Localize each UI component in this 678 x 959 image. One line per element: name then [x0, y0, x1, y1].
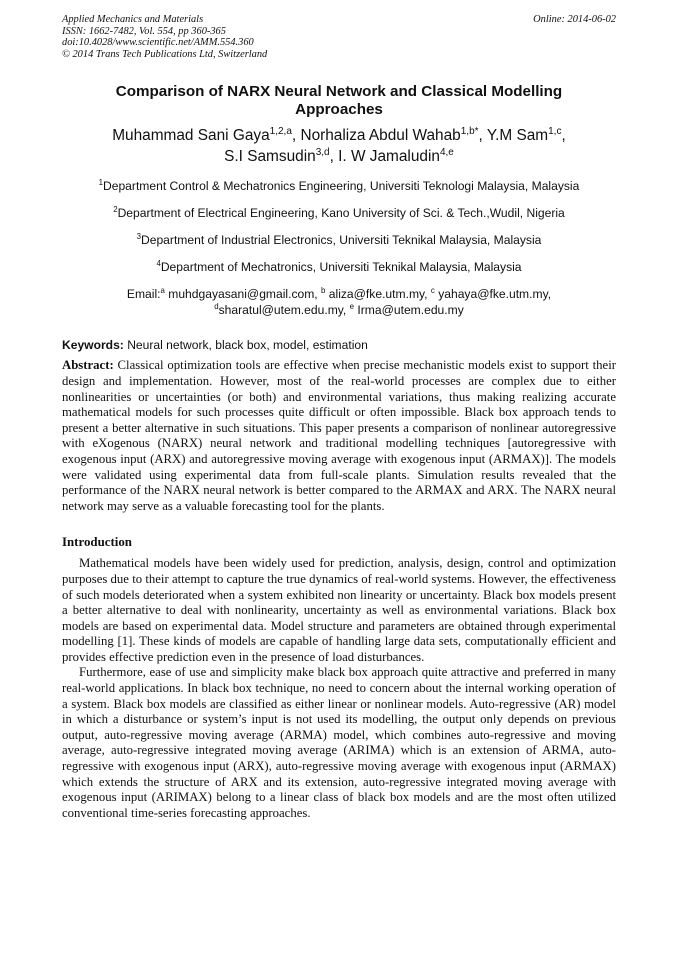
- abstract-text: Classical optimization tools are effective when precise mechanistic models exist to support their design and implementation. However, most of the real-world processes are complex due to either nonlinearities or uncertainties (or both) and environmental variations, thus making realizing accurate mathematical models for such processes quite difficult or often impossible. Black box approach tends to present a better alternative in such situations. This paper presents a comparison of nonlinear autoregressive with eXogenous (NARX) neural network and traditional modelling techniques [autoregressive with exogenous input (ARX) and autoregressive moving average with exogenous input (ARMAX)]. The models were validated using experimental data from full-scale plants. Simulation results revealed that the performance of the NARX neural network is better compared to the ARMAX and ARX. The NARX neural network may serve as a valuable forecasting tool for the plants.: [62, 358, 616, 513]
- author-list: [62, 125, 616, 167]
- journal-header: [62, 14, 616, 60]
- paper-title: Comparison of NARX Neural Network and Classical Modelling Approaches: [115, 83, 563, 119]
- author-name: Norhaliza Abdul Wahab: [300, 127, 461, 145]
- author-name: Y.M Sam: [486, 127, 549, 145]
- abstract-paragraph: [62, 358, 616, 514]
- author-sep: ,: [478, 127, 487, 145]
- introduction-body: [62, 556, 616, 821]
- keywords-line: [62, 338, 616, 352]
- author-sep: ,: [329, 148, 339, 166]
- email-line-2: [62, 302, 616, 318]
- email-sup: e: [349, 302, 355, 312]
- author-sup: 1,b*: [460, 126, 479, 138]
- intro-paragraph-1: Mathematical models have been widely used for prediction, analysis, design, control and optimization purposes due to their attempt to capture the true dynamics of real-world systems. However, the effectiveness of such models deteriorated when a system exhibited non linearity or uncertainty. Black box models present a better alternative to deal with nonlinearity, uncertainty as well as environmental variations. Black box models are based on experimental data. Model structure and parameters are obtained through experimental modelling [1]. These kinds of models are capable of handling large data sets, computationally efficient and provides effective prediction even in the presence of load disturbances.: [62, 556, 616, 664]
- author-line-1: [62, 125, 616, 146]
- email-address[interactable]: muhdgayasani@gmail.com,: [164, 287, 318, 302]
- issn-line: ISSN: 1662-7482, Vol. 554, pp 360-365: [62, 25, 226, 37]
- author-sup: 4,e: [439, 147, 454, 159]
- email-block: [62, 286, 616, 318]
- author-sup: 1,2,a: [269, 126, 292, 138]
- affiliation-2: [62, 206, 616, 220]
- email-line-1: [62, 286, 616, 302]
- email-sup: d: [214, 302, 219, 312]
- email-address[interactable]: aliza@fke.utm.my,: [325, 287, 428, 302]
- email-sup: b: [321, 286, 326, 296]
- email-address[interactable]: Irma@utem.edu.my: [354, 303, 464, 318]
- author-sup: 1,c: [548, 126, 562, 138]
- email-sup: a: [160, 286, 165, 296]
- author-name: I. W Jamaludin: [338, 148, 440, 166]
- online-date: Online: 2014-06-02: [533, 14, 616, 25]
- affiliation-text: Department Control & Mechatronics Engineering, Universiti Teknologi Malaysia, Malaysia: [103, 179, 580, 194]
- affiliation-text: Department of Electrical Engineering, Kano University of Sci. & Tech.,Wudil, Nigeria: [117, 206, 565, 221]
- introduction-heading: Introduction: [62, 535, 132, 550]
- affiliation-4: [62, 260, 616, 274]
- affiliation-text: Department of Industrial Electronics, Universiti Teknikal Malaysia, Malaysia: [141, 233, 542, 248]
- doi-line: doi:10.4028/www.scientific.net/AMM.554.360: [62, 37, 254, 49]
- affiliation-3: [62, 233, 616, 247]
- keywords-text: Neural network, black box, model, estimation: [123, 338, 368, 353]
- author-line-2: [62, 146, 616, 167]
- author-sup: 3,d: [315, 147, 330, 159]
- affiliation-sup: 4: [156, 259, 161, 269]
- affiliation-sup: 2: [113, 205, 118, 215]
- author-sep: ,: [561, 127, 566, 145]
- affiliation-sup: 1: [98, 178, 103, 188]
- intro-paragraph-2: Furthermore, ease of use and simplicity make black box approach quite attractive and preferred in many real-world applications. In black box technique, no need to concern about the internal working operation of a system. Black box models are classified as either linear or nonlinear models. Auto-regressive (AR) model in which a disturbance or system’s input is not used its modelling, the output only depends on previous output, auto-regressive moving average (ARMA) model, which combines auto-regressive and moving average, auto-regressive integrated moving average (ARIMA) which is an extension of ARMA, auto-regressive with exogenous input (ARX), auto-regressive moving average with exogenous input (ARMAX) which extends the structure of ARX and its extension, auto-regressive integrated moving average with exogenous input (ARIMAX) belong to a linear class of black box models and are the most often utilized conventional time-series forecasting approaches.: [62, 665, 616, 820]
- abstract-label: Abstract:: [62, 358, 114, 373]
- affiliation-1: [62, 179, 616, 193]
- email-address[interactable]: yahaya@fke.utm.my,: [434, 287, 552, 302]
- keywords-label: Keywords:: [62, 338, 124, 353]
- email-label: Email:: [126, 287, 161, 302]
- author-sep: ,: [291, 127, 301, 145]
- copyright-line: © 2014 Trans Tech Publications Ltd, Switzerland: [62, 48, 268, 60]
- affiliation-text: Department of Mechatronics, Universiti Teknikal Malaysia, Malaysia: [160, 260, 522, 275]
- email-sup: c: [430, 286, 435, 296]
- journal-name: Applied Mechanics and Materials: [62, 14, 204, 25]
- affiliation-sup: 3: [136, 232, 141, 242]
- author-name: S.I Samsudin: [224, 148, 316, 166]
- email-address[interactable]: sharatul@utem.edu.my,: [218, 303, 347, 318]
- author-name: Muhammad Sani Gaya: [112, 127, 270, 145]
